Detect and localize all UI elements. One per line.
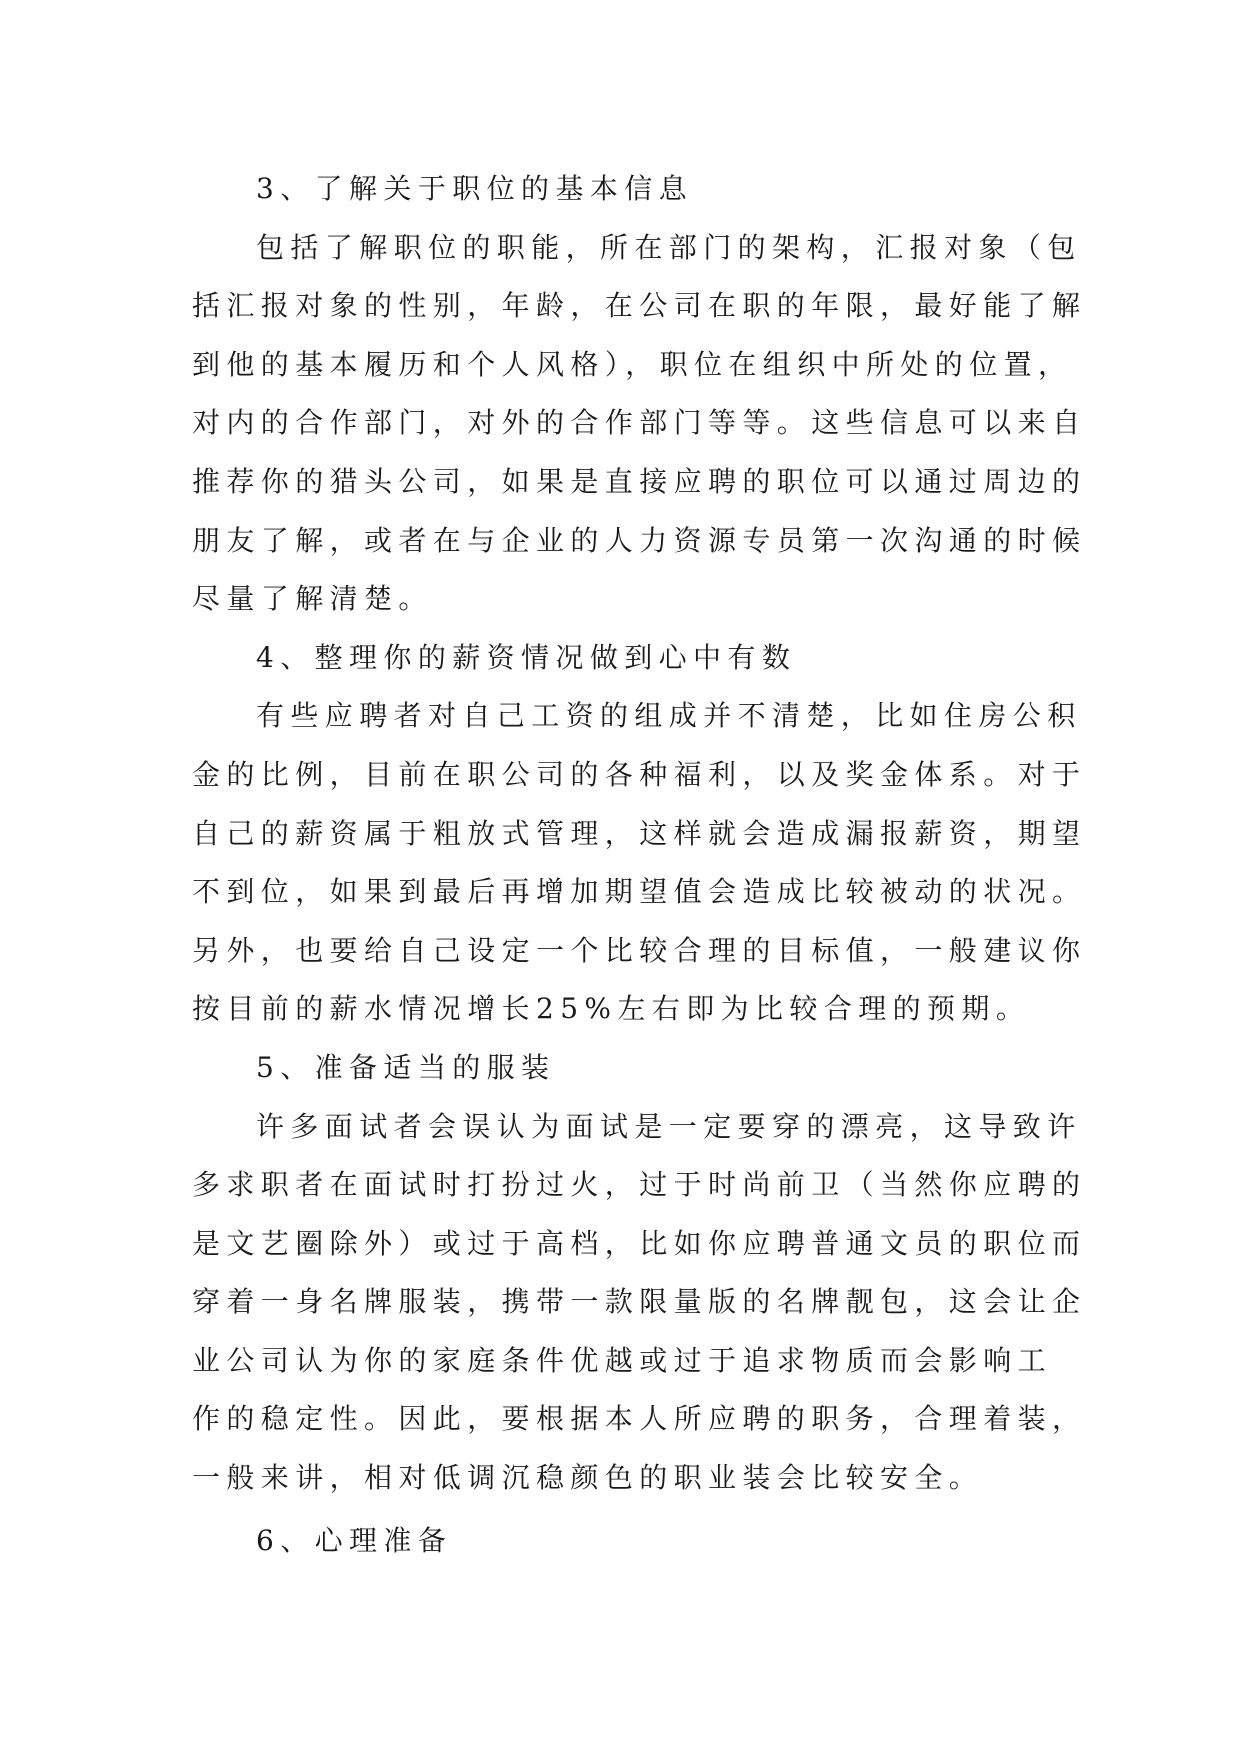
paragraph-line: 自己的薪资属于粗放式管理，这样就会造成漏报薪资，期望 [192, 816, 1087, 850]
paragraph-line: 推荐你的猎头公司，如果是直接应聘的职位可以通过周边的 [192, 464, 1087, 498]
section-6 [192, 1508, 1052, 1571]
section-4 [192, 629, 1087, 1039]
paragraph-line: 另外，也要给自己设定一个比较合理的目标值，一般建议你 [192, 933, 1087, 967]
paragraph-line: 尽量了解清楚。 [192, 582, 433, 616]
document-body [192, 160, 1087, 1570]
paragraph-line: 作的稳定性。因此，要根据本人所应聘的职务，合理着装， [192, 1402, 1087, 1436]
paragraph-line: 按目前的薪水情况增长25%左右即为比较合理的预期。 [192, 992, 1031, 1026]
paragraph-line: 到他的基本履历和个人风格），职位在组织中所处的位置， [192, 347, 1073, 381]
paragraph-line: 括汇报对象的性别，年龄，在公司在职的年限，最好能了解 [192, 289, 1087, 323]
paragraph-line: 业公司认为你的家庭条件优越或过于追求物质而会影响工 [192, 1343, 1053, 1377]
paragraph-line: 金的比例，目前在职公司的各种福利，以及奖金体系。对于 [192, 757, 1087, 791]
paragraph-line: 有些应聘者对自己工资的组成并不清楚，比如住房公积 [256, 699, 1082, 733]
paragraph-line: 不到位，如果到最后再增加期望值会造成比较被动的状况。 [192, 875, 1087, 909]
paragraph-line: 穿着一身名牌服装，携带一款限量版的名牌靓包，这会让企 [192, 1285, 1087, 1319]
paragraph-line: 包括了解职位的职能，所在部门的架构，汇报对象（包 [256, 230, 1082, 264]
section-heading: 6、心理准备 [256, 1523, 453, 1557]
paragraph-line: 许多面试者会误认为面试是一定要穿的漂亮，这导致许 [256, 1109, 1082, 1143]
section-heading: 4、整理你的薪资情况做到心中有数 [256, 640, 797, 674]
paragraph-line: 朋友了解，或者在与企业的人力资源专员第一次沟通的时候 [192, 523, 1087, 557]
section-heading: 3、了解关于职位的基本信息 [256, 172, 694, 205]
paragraph-line: 一般来讲，相对低调沉稳颜色的职业装会比较安全。 [192, 1461, 984, 1495]
paragraph-line: 多求职者在面试时打扮过火，过于时尚前卫（当然你应聘的 [192, 1168, 1087, 1202]
paragraph-line: 是文艺圈除外）或过于高档，比如你应聘普通文员的职位而 [192, 1226, 1087, 1260]
paragraph-line: 对内的合作部门，对外的合作部门等等。这些信息可以来自 [192, 406, 1087, 440]
section-3 [192, 160, 1087, 629]
section-heading: 5、准备适当的服装 [256, 1050, 556, 1084]
section-5 [192, 1039, 1087, 1508]
